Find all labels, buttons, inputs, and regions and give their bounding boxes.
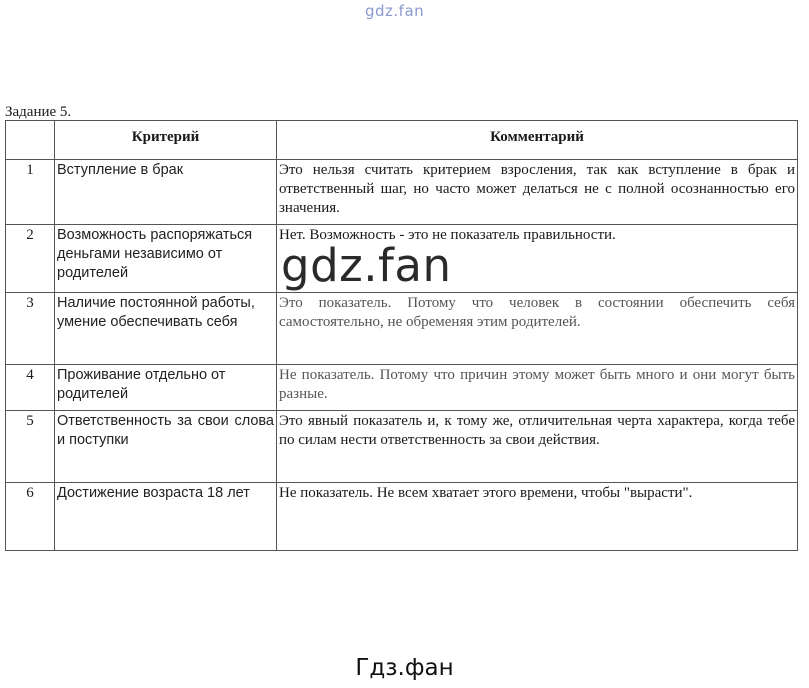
row-criterion: Проживание отдельно от родителей [55,365,277,411]
row-number: 4 [6,365,55,411]
row-comment: Это явный показатель и, к тому же, отличительная черта характера, когда тебе по силам нести ответственность за свои действия. [277,411,798,483]
row-number: 3 [6,293,55,365]
row-comment: Это показатель. Потому что человек в состоянии обеспечить себя самостоятельно, не обременяя этим родителей. [277,293,798,365]
table-row [6,160,798,225]
row-comment: Нет. Возможность - это не показатель правильности. [277,225,798,293]
table-row [6,411,798,483]
header-comment: Комментарий [277,121,798,160]
table-row [6,365,798,411]
row-number: 6 [6,483,55,551]
header-number [6,121,55,160]
row-comment: Это нельзя считать критерием взросления, так как вступление в брак и ответственный шаг, но часто может делаться не с полной осознанностью его значения. [277,160,798,225]
row-comment: Не показатель. Не всем хватает этого времени, чтобы "вырасти". [277,483,798,551]
watermark-middle: gdz.fan [281,239,452,292]
table-header-row [6,121,798,160]
row-number: 5 [6,411,55,483]
row-criterion: Достижение возраста 18 лет [55,483,277,551]
row-comment: Не показатель. Потому что причин этому может быть много и они могут быть разные. [277,365,798,411]
row-number: 1 [6,160,55,225]
row-criterion: Вступление в брак [55,160,277,225]
task-title: Задание 5. [5,104,72,120]
criteria-table [5,120,798,551]
row-criterion: Возможность распоряжаться деньгами независимо от родителей [55,225,277,293]
header-criterion: Критерий [55,121,277,160]
row-number: 2 [6,225,55,293]
row-criterion: Ответственность за свои слова и поступки [55,411,277,483]
watermark-bottom: Гдз.фан [355,655,454,681]
watermark-top: gdz.fan [365,2,425,20]
row-criterion: Наличие постоянной работы, умение обеспечивать себя [55,293,277,365]
table-row [6,483,798,551]
table-row [6,293,798,365]
